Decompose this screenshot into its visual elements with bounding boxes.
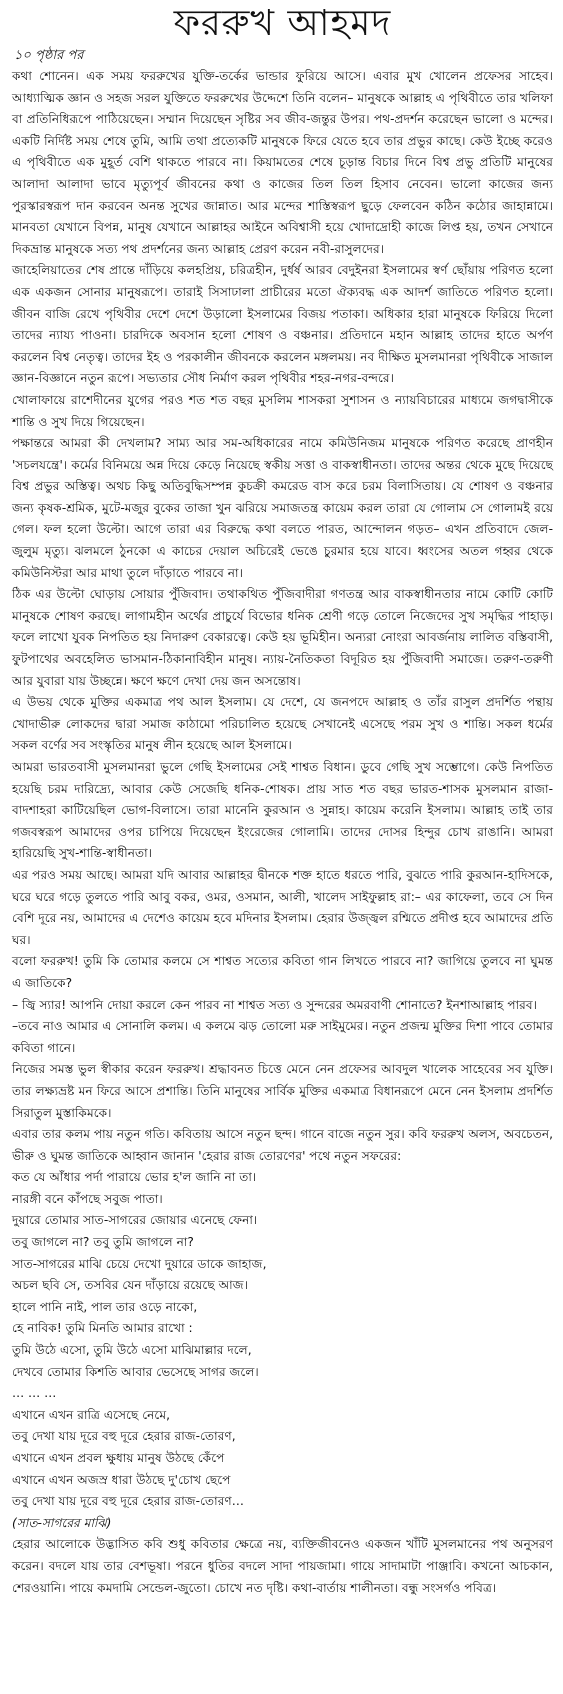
- poem-line: দেখবে তোমার কিশতি আবার ভেসেছে সাগর জলে।: [12, 1364, 259, 1379]
- poem-line: নারঙ্গী বনে কাঁপছে সবুজ পাতা।: [12, 1191, 163, 1206]
- poem-line: দুয়ারে তোমার সাত-সাগরের জোয়ার এনেছে ফেনা।: [12, 1213, 258, 1228]
- poem-caption: (সাত-সাগরের মাঝি): [12, 1515, 112, 1530]
- article-paragraph: আমরা ভারতবাসী মুসলমানরা ভুলে গেছি ইসলামের সেই শাশ্বত বিধান। ডুবে গেছি সুখ সম্ভোগে। কেউ নিপতিত হয়েছি চরম দারিদ্র্যে, আবার কেউ সেজেছি ধনিক-শোষক। প্রায় সাত শত বছর ভারত-শাসক মুসলমান রাজা-বাদশাহরা কাটিয়েছিল ভোগ-বিলাসে। তারা মানেনি কুরআন ও সুন্নাহ। কায়েম করেনি ইসলাম। আল্লাহ তাই তার গজবস্বরূপ আমাদের ওপর চাপিয়ে দিয়েছেন ইংরেজের গোলামি। তাদের দোসর হিন্দুর চোখ রাঙানি। আমরা হারিয়েছি সুখ-শান্তি-স্বাধীনতা।: [12, 760, 553, 861]
- article-paragraph: এ উভয় থেকে মুক্তির একমাত্র পথ আল ইসলাম। যে দেশে, যে জনপদে আল্লাহ ও তাঁর রাসুল প্রদর্শিত পন্থায় খোদাভীরু লোকদের দ্বারা সমাজ কাঠামো পরিচালিত হয়েছে সেখানেই এসেছে পরম সুখ ও শান্তি। সকল ধর্মের সকল বর্ণের সব সংস্কৃতির মানুষ লীন হয়েছে আল ইসলামে।: [12, 695, 553, 753]
- article-paragraph: এর পরও সময় আছে। আমরা যদি আবার আল্লাহর দ্বীনকে শক্ত হাতে ধরতে পারি, বুঝতে পারি কুরআন-হাদিসকে, ঘরে ঘরে গড়ে তুলতে পারি আবু বকর, ওমর, ওসমান, আলী, খালেদ সাইফুল্লাহ রা:– এর কাফেলা, তবে সে দিন বেশি দূরে নয়, আমাদের এ দেশেও কায়েম হবে মদিনার ইসলাম। হেরার উজ্জ্বল রশ্মিতে প্রদীপ্ত হবে আমাদের প্রতি ঘর।: [12, 867, 553, 947]
- poem-line: এখানে এখন অজস্র ধারা উঠছে দু'চোখ ছেপে: [12, 1472, 231, 1487]
- poem-line: এখানে এখন রাত্রি এসেছে নেমে,: [12, 1407, 170, 1422]
- article-paragraph: – জ্বি স্যার! আপনি দোয়া করলে কেন পারব না শাশ্বত সত্য ও সুন্দরের অমরবাণী শোনাতে? ইনশাআল্লাহ পারব।: [12, 997, 538, 1012]
- article-paragraph: কথা শোনেন। এক সময় ফররুখের যুক্তি-তর্কের ভান্ডার ফুরিয়ে আসে। এবার মুখ খোলেন প্রফেসর সাহেব। আধ্যাত্মিক জ্ঞান ও সহজ সরল যুক্তিতে ফররুখের উদ্দেশে তিনি বলেন– মানুষকে আল্লাহ এ পৃথিবীতে তার খলিফা বা প্রতিনিধিরূপে পাঠিয়েছেন। সম্মান দিয়েছেন সৃষ্টির সব জীব-জন্তুর উপর। পথ-প্রদর্শন করেছেন ভালো ও মন্দের। একটি নির্দিষ্ট সময় শেষে তুমি, আমি তথা প্রত্যেকটি মানুষকে ফিরে যেতে হবে তার প্রভুর কাছে। কেউ ইচ্ছে করেও এ পৃথিবীতে এক মুহূর্ত বেশি থাকতে পারবে না। কিয়ামতের শেষে চূড়ান্ত বিচার দিনে বিশ্ব প্রভু প্রতিটি মানুষের আলাদা আলাদা ভাবে মৃত্যুপূর্ব জীবনের কথা ও কাজের তিল তিল হিসাব নেবেন। ভালো কাজের জন্য পুরস্কারস্বরূপ দান করবেন অনন্ত সুখের জান্নাত। আর মন্দের শাস্তিস্বরূপ ছুড়ে ফেলবেন কঠিন কঠোর জাহান্নামে। মানবতা যেখানে বিপন্ন, মানুষ যেখানে আল্লাহর আইনে অবিশ্বাসী হয়ে খোদাদ্রোহী কাজে লিপ্ত হয়, তখন সেখানে দিকভ্রান্ত মানুষকে সত্য পথ প্রদর্শনের জন্য আল্লাহ প্রেরণ করেন নবী-রাসুলদের।: [12, 69, 553, 256]
- poem-line: তুমি উঠে এসো, তুমি উঠে এসো মাঝিমাল্লার দলে,: [12, 1343, 252, 1358]
- poem-line: তবু জাগলে না? তবু তুমি জাগলে না?: [12, 1235, 194, 1250]
- poem-line: কত যে আঁধার পর্দা পারায়ে ভোর হ'ল জানি না তা।: [12, 1170, 257, 1185]
- poem-line: সাত-সাগরের মাঝি চেয়ে দেখো দুয়ারে ডাকে জাহাজ,: [12, 1256, 267, 1271]
- article-body: [12, 66, 553, 1599]
- poem-ellipsis: … … …: [12, 1386, 57, 1401]
- poem-line: তবু দেখা যায় দূরে বহু দূরে হেরার রাজ-তোরণ…: [12, 1494, 244, 1509]
- article-headline: ফররুখ আহমদ: [173, 3, 392, 44]
- continued-from-label: ১০ পৃষ্ঠার পর: [14, 48, 84, 63]
- article-paragraph: ঠিক এর উল্টো ঘোড়ায় সোয়ার পুঁজিবাদ। তথাকথিত পুঁজিবাদীরা গণতন্ত্র আর বাকস্বাধীনতার নামে কোটি কোটি মানুষকে শোষণ করছে। লাগামহীন অর্থের প্রাচুর্যে বিভোর ধনিক শ্রেণী গড়ে তোলে নিজেদের সুখ সমৃদ্ধির পাহাড়। ফলে লাখো যুবক নিপতিত হয় নিদারুণ বেকারত্বে। কেউ হয় ভূমিহীন। অন্যরা নোংরা আবর্জনায় লালিত বস্তিবাসী, ফুটপাথের অবহেলিত ভাসমান-ঠিকানাবিহীন মানুষ। ন্যায়-নৈতিকতা বিদূরিত হয় পুঁজিবাদী সমাজে। তরুণ-তরুণী আর যুবারা যায় উচ্ছন্নে। ক্ষণে ক্ষণে দেখা দেয় জন অসন্তোষ।: [12, 587, 553, 688]
- poem-line: তবু দেখা যায় দূরে বহু দূরে হেরার রাজ-তোরণ,: [12, 1429, 236, 1444]
- article-paragraph: হেরার আলোকে উদ্ভাসিত কবি শুধু কবিতার ক্ষেত্রে নয়, ব্যক্তিজীবনেও একজন খাঁটি মুসলমানের পথ অনুসরণ করেন। বদলে যায় তার বেশভূষা। পরনে ধুতির বদলে সাদা পায়জামা। গায়ে সাদামাটা পাঞ্জাবি। কখনো আচকান, শেরওয়ানি। পায়ে কমদামি সেন্ডেল-জুতো। চোখে নত দৃষ্টি। কথা-বার্তায় শালীনতা। বন্ধু সংসর্গও পবিত্র।: [12, 1537, 553, 1595]
- article-paragraph: নিজের সমস্ত ভুল স্বীকার করেন ফররুখ। শ্রদ্ধাবনত চিত্তে মেনে নেন প্রফেসর আবদুল খালেক সাহেবের সব যুক্তি। তার লক্ষ্যভ্রষ্ট মন ফিরে আসে প্রশান্তি। তিনি মানুষের সার্বিক মুক্তির একমাত্র বিধানরূপে মেনে নেন ইসলাম প্রদর্শিত সিরাতুল মুস্তাকিমকে।: [12, 1062, 553, 1120]
- poem-line: হে নাবিক! তুমি মিনতি আমার রাখো :: [12, 1321, 193, 1336]
- poem-line: হালে পানি নাই, পাল তার ওড়ে নাকো,: [12, 1299, 198, 1314]
- article-paragraph: জাহেলিয়াতের শেষ প্রান্তে দাঁড়িয়ে কলহপ্রিয়, চরিত্রহীন, দুর্ধর্ষ আরব বেদুইনরা ইসলামের স্বর্ণ ছোঁয়ায় পরিণত হলো এক একজন সোনার মানুষরূপে। তারাই সিসাঢালা প্রাচীরের মতো ঐক্যবদ্ধ এক আদর্শ জাতিতে পরিণত হলো। জীবন বাজি রেখে পৃথিবীর দেশে দেশে উড়ালো ইসলামের বিজয় পতাকা। অধিকার হারা মানুষকে ফিরিয়ে দিলো তাদের ন্যায্য পাওনা। চারদিকে অবসান হলো শোষণ ও বঞ্চনার। প্রতিদানে মহান আল্লাহ তাদের হাতে অর্পণ করলেন বিশ্ব নেতৃত্ব। তাদের ইহ ও পরকালীন জীবনকে করলেন মঙ্গলময়। নব দীক্ষিত মুসলমানরা পৃথিবীকে সাজাল জ্ঞান-বিজ্ঞানে নতুন রূপে। সভ্যতার সৌধ নির্মাণ করল পৃথিবীর শহর-নগর-বন্দরে।: [12, 263, 553, 386]
- article-paragraph: খোলাফায়ে রাশেদীনের যুগের পরও শত শত বছর মুসলিম শাসকরা সুশাসন ও ন্যায়বিচারের মাধ্যমে জগদ্বাসীকে শান্তি ও সুখ দিয়ে গিয়েছেন।: [12, 392, 553, 429]
- poem-line: অচল ছবি সে, তসবির যেন দাঁড়ায়ে রয়েছে আজ।: [12, 1278, 249, 1293]
- article-paragraph: বলো ফররুখ! তুমি কি তোমার কলমে সে শাশ্বত সত্যের কবিতা গান লিখতে পারবে না? জাগিয়ে তুলবে না ঘুমন্ত এ জাতিকে?: [12, 954, 553, 990]
- article-paragraph: এবার তার কলম পায় নতুন গতি। কবিতায় আসে নতুন ছন্দ। গানে বাজে নতুন সুর। কবি ফররুখ অলস, অবচেতন, ভীরু ও ঘুমন্ত জাতিকে আহ্বান জানান 'হেরার রাজ তোরণের' পথে নতুন সফরের:: [12, 1127, 553, 1163]
- poem-line: এখানে এখন প্রবল ক্ষুধায় মানুষ উঠছে কেঁপে: [12, 1451, 225, 1465]
- article-paragraph: পক্ষান্তরে আমরা কী দেখলাম? সাম্য আর সম-অধিকারের নামে কমিউনিজম মানুষকে পরিণত করেছে প্রাণহীন 'সচলযন্ত্রে'। কর্মের বিনিময়ে অন্ন দিয়ে কেড়ে নিয়েছে স্বকীয় সত্তা ও বাকস্বাধীনতা। তাদের অন্তর থেকে মুছে দিয়েছে বিশ্ব প্রভুর অস্তিত্ব। অথচ কিছু অতিবুদ্ধিসম্পন্ন কুচক্রী কমরেড বাস করে চরম বিলাসিতায়। যে শোষণ ও বঞ্চনার জন্য কৃষক-শ্রমিক, মুটে-মজুর বুকের তাজা খুন ঝরিয়ে সমাজতন্ত্র কায়েম করল তারা যে গোলাম সে গোলামই রয়ে গেল। ফল হলো উল্টো। আগে তারা এর বিরুদ্ধে কথা বলতে পারত, আন্দোলন গড়ত– এখন প্রতিবাদে জেল-জুলুম মৃত্যু। ঝলমলে ঠুনকো এ কাচের দেয়াল অচিরেই ভেঙে চুরমার হয়ে যাবে। ধ্বংসের অতল গহ্বর থেকে কমিউনিস্টরা আর মাথা তুলে দাঁড়াতে পারবে না।: [12, 436, 553, 580]
- article-paragraph: –তবে নাও আমার এ সোনালি কলম। এ কলমে ঝড় তোলো মরু সাইমুমের। নতুন প্রজন্ম মুক্তির দিশা পাবে তোমার কবিতা গানে।: [12, 1019, 553, 1055]
